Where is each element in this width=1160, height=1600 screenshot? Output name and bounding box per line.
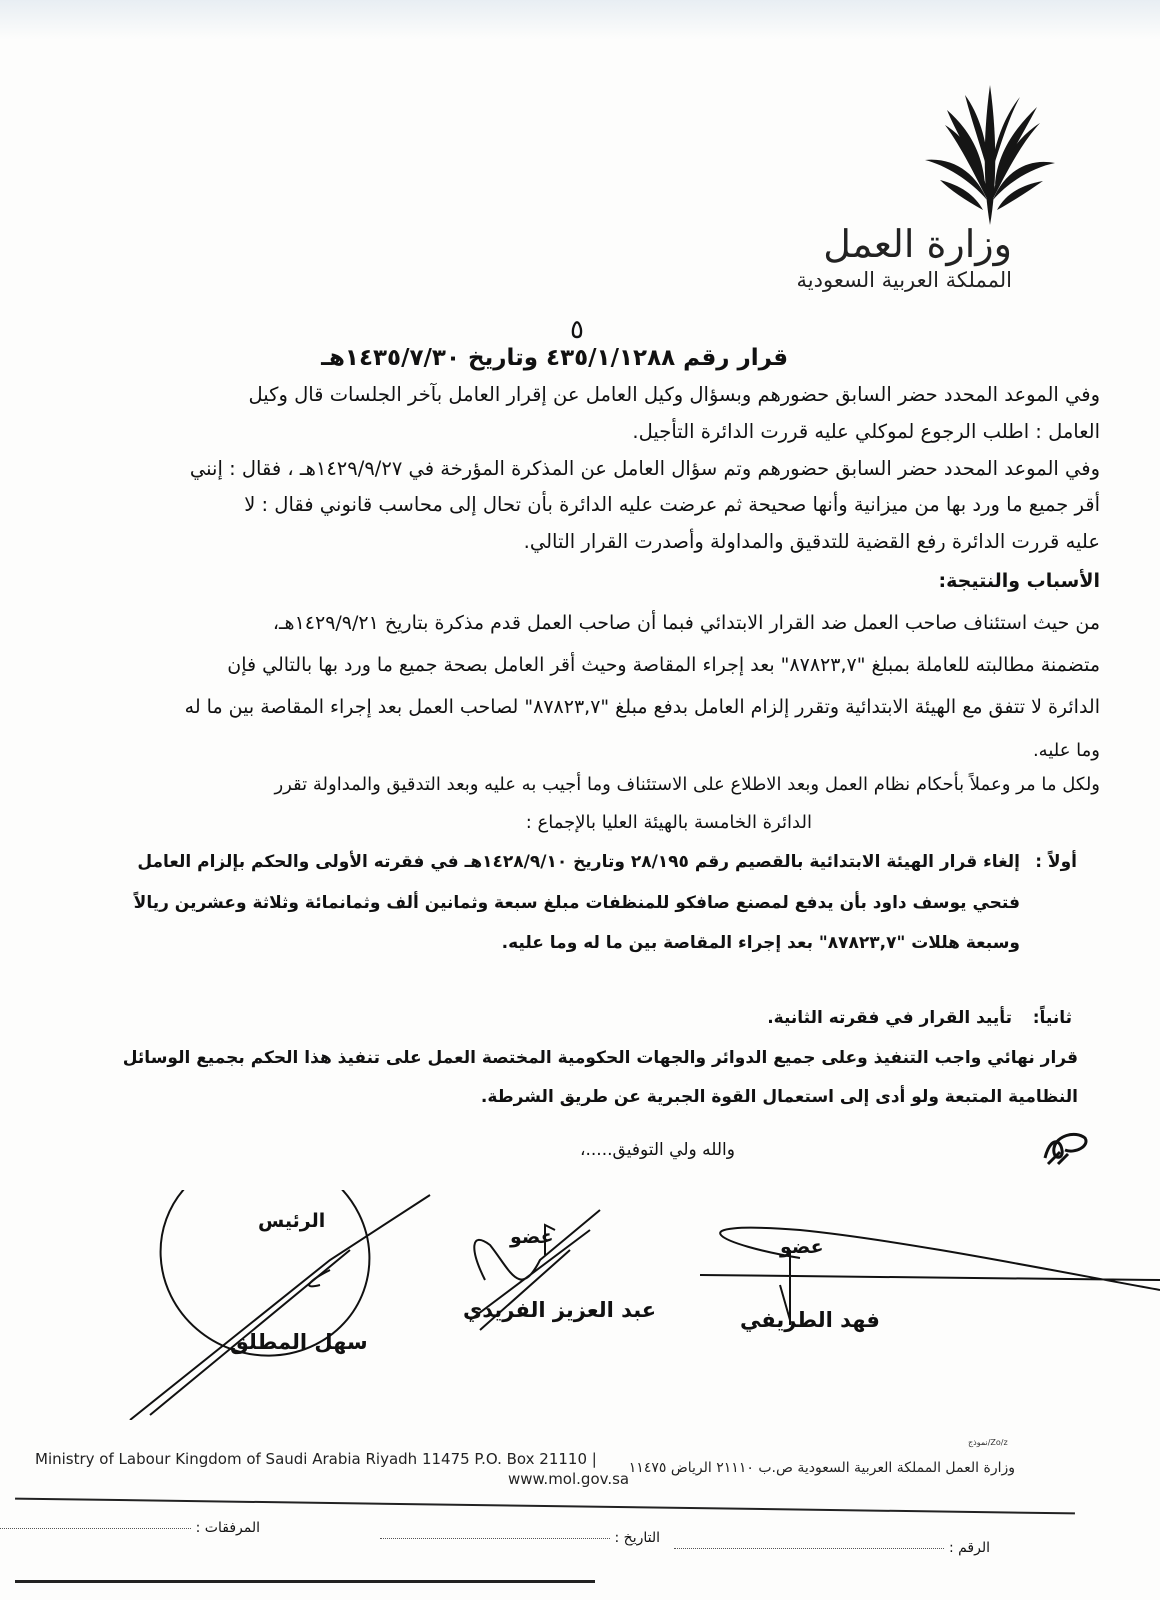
reasons-line: من حيث استئناف صاحب العمل ضد القرار الابتدائي فبما أن صاحب العمل قدم مذكرة بتاريخ ١٤٢٩/٩/٢١هـ، xyxy=(272,612,1100,634)
initials-signature xyxy=(1040,1128,1090,1168)
intro-line: وفي الموعد المحدد حضر السابق حضورهم وبسؤال وكيل العامل عن إقرار العامل بآخر الجلسات قال وكيل xyxy=(248,383,1100,406)
ministry-name: وزارة العمل xyxy=(823,222,1012,266)
reasons-line: الدائرة لا تتفق مع الهيئة الابتدائية وتقرر إلزام العامل بدفع مبلغ "٨٧٨٢٣,٧" لصاحب العمل بعد إجراء المقاصة بين ما له xyxy=(184,696,1100,718)
reasons-heading: الأسباب والنتيجة: xyxy=(938,570,1100,592)
ministry-header xyxy=(797,222,1012,294)
attachments-field[interactable] xyxy=(0,1520,260,1536)
signature-name: سهل المطلق xyxy=(230,1330,368,1354)
first-label: أولاً : xyxy=(1035,852,1077,872)
footer-divider xyxy=(15,1498,1075,1515)
intro-line: أقر جميع ما ورد بها من ميزانية وأنها صحيحة ثم عرضت عليه الدائرة بأن تحال إلى محاسب قانوني فقال : لا xyxy=(244,493,1100,516)
final-line: النظامية المتبعة ولو أدى إلى استعمال القوة الجبرية عن طريق الشرطة. xyxy=(480,1087,1078,1107)
signature-role: عضو xyxy=(510,1226,554,1248)
intro-line: وفي الموعد المحدد حضر السابق حضورهم وتم سؤال العامل عن المذكرة المؤرخة في ١٤٢٩/٩/٢٧هـ ، فقال : إنني xyxy=(189,457,1100,480)
number-field[interactable] xyxy=(674,1540,990,1556)
second-label: ثانياً: xyxy=(1032,1008,1072,1028)
form-code: Zo/z/نموذج xyxy=(968,1438,1008,1447)
bottom-rule xyxy=(15,1580,595,1583)
signature-name: فهد الطريفي xyxy=(740,1308,880,1332)
first-line: وسبعة هللات "٨٧٨٢٣,٧" بعد إجراء المقاصة بين ما له وما عليه. xyxy=(501,933,1020,953)
first-line: فتحي يوسف داود بأن يدفع لمصنع صافكو للمنظفات مبلغ سبعة وثمانين ألف وثمانمائة وثلاثة وعشرين ريالاً xyxy=(133,893,1020,913)
closing-line: والله ولي التوفيق.....، xyxy=(580,1140,735,1160)
signature-name: عبد العزيز الفريدي xyxy=(463,1298,657,1322)
decision-title: قرار رقم ٤٣٥/١/١٢٨٨ وتاريخ ١٤٣٥/٧/٣٠هـ xyxy=(321,345,788,371)
date-field[interactable] xyxy=(380,1530,660,1546)
date-input-line[interactable] xyxy=(380,1538,610,1539)
footer-website-link[interactable]: www.mol.gov.sa xyxy=(508,1470,630,1488)
reasons-line: وما عليه. xyxy=(1032,740,1100,761)
number-label: الرقم : xyxy=(948,1540,990,1556)
footer-arabic-address: وزارة العمل المملكة العربية السعودية ص.ب ٢١١١٠ الرياض ١١٤٧٥ xyxy=(628,1460,1015,1476)
reasons-line: ولكل ما مر وعملاً بأحكام نظام العمل وبعد الاطلاع على الاستئناف وما أجيب به عليه وبعد التدقيق والمداولة تقرر xyxy=(274,774,1100,795)
page-number: ٥ xyxy=(570,315,584,345)
reasons-line: الدائرة الخامسة بالهيئة العليا بالإجماع : xyxy=(525,812,812,833)
signature-role: عضو xyxy=(780,1236,824,1258)
footer-english-address: Ministry of Labour Kingdom of Saudi Arabia Riyadh 11475 P.O. Box 21110 | xyxy=(35,1450,597,1468)
intro-line: العامل : اطلب الرجوع لموكلي عليه قررت الدائرة التأجيل. xyxy=(632,420,1100,443)
signature-block xyxy=(0,1190,1160,1420)
second-text: تأييد القرار في فقرته الثانية. xyxy=(767,1008,1012,1028)
intro-line: عليه قررت الدائرة رفع القضية للتدقيق والمداولة وأصدرت القرار التالي. xyxy=(523,530,1100,553)
signature-role: الرئيس xyxy=(258,1210,326,1232)
reference-fields xyxy=(0,1520,1160,1570)
number-input-line[interactable] xyxy=(674,1548,944,1549)
first-line: إلغاء قرار الهيئة الابتدائية بالقصيم رقم ٢٨/١٩٥ وتاريخ ١٤٢٨/٩/١٠هـ في فقرته الأولى والحكم بإلزام العامل xyxy=(137,852,1020,872)
final-line: قرار نهائي واجب التنفيذ وعلى جميع الدوائر والجهات الحكومية المختصة العمل على تنفيذ هذا الحكم بجميع الوسائل xyxy=(122,1048,1078,1068)
palm-leaves-logo-icon xyxy=(925,85,1055,225)
reasons-line: متضمنة مطالبته للعاملة بمبلغ "٨٧٨٢٣,٧" بعد إجراء المقاصة وحيث أقر العامل بصحة جميع ما ورد بها بالتالي فإن xyxy=(227,654,1100,676)
attachments-label: المرفقات : xyxy=(195,1520,260,1536)
date-label: التاريخ : xyxy=(614,1530,660,1546)
country-name: المملكة العربية السعودية xyxy=(796,268,1012,292)
scan-top-band xyxy=(0,0,1160,40)
attachments-input-line[interactable] xyxy=(0,1528,191,1529)
